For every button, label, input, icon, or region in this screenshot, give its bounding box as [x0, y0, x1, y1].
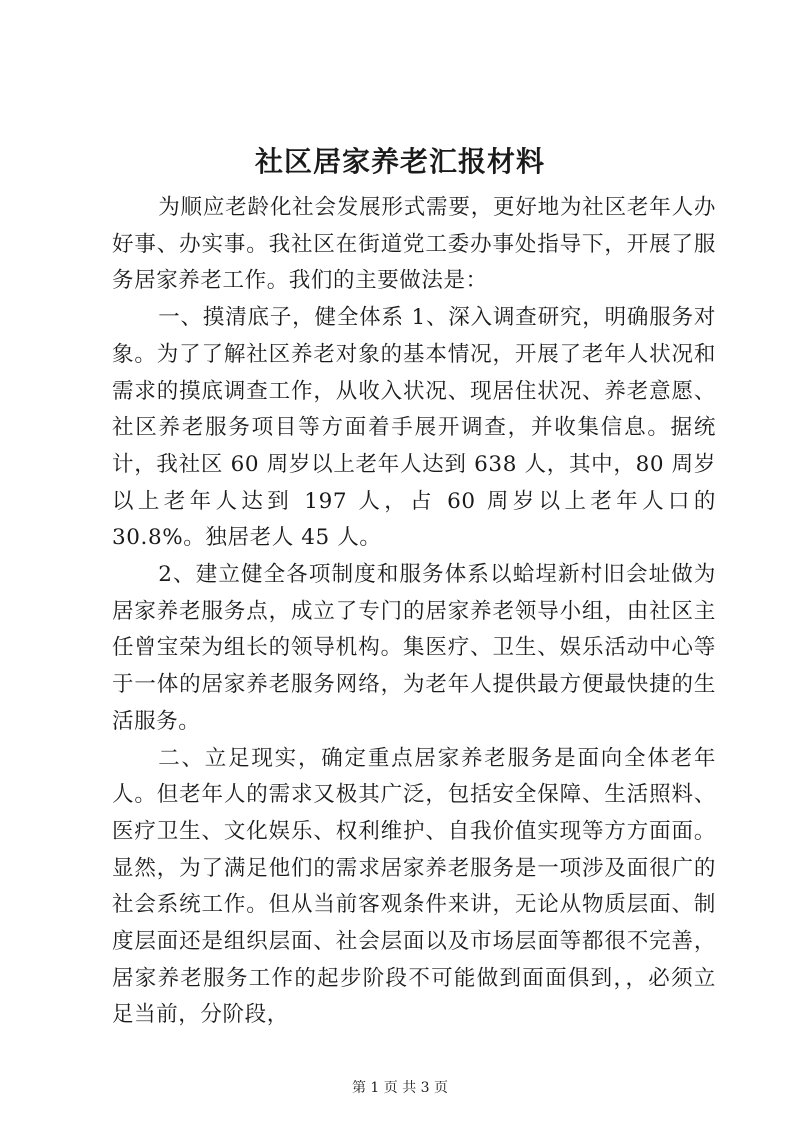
page-number-footer: 第 1 页 共 3 页: [351, 1080, 449, 1096]
paragraph-section-1-2: 2、建立健全各项制度和服务体系以蛤埕新村旧会址做为居家养老服务点，成立了专门的居家养老领导小组，由社区主任曾宝荣为组长的领导机构。集医疗、卫生、娱乐活动中心等于一体的居家养老服务网络，为老年人提供最方便最快捷的生活服务。: [112, 562, 716, 734]
document-body: [112, 190, 716, 1034]
paragraph-section-1: 一、摸清底子，健全体系 1、深入调查研究，明确服务对象。为了了解社区养老对象的基本情况，开展了老年人状况和需求的摸底调查工作，从收入状况、现居住状况、养老意愿、社区养老服务项目等方面着手展开调查，并收集信息。据统计，我社区 60 周岁以上老年人达到 638 人，其中，80 周岁以上老年人达到 197 人，占 60 周岁以上老年人口的 30.8%。独居老人 45 人。: [112, 305, 716, 551]
document-title: 社区居家养老汇报材料: [254, 145, 545, 178]
paragraph-section-2: 二、立足现实，确定重点居家养老服务是面向全体老年人。但老年人的需求又极其广泛，包括安全保障、生活照料、医疗卫生、文化娱乐、权利维护、自我价值实现等方方面面。显然，为了满足他们的需求居家养老服务是一项涉及面很广的社会系统工作。但从当前客观条件来讲，无论从物质层面、制度层面还是组织层面、社会层面以及市场层面等都很不完善，居家养老服务工作的起步阶段不可能做到面面俱到，，必须立足当前，分阶段，: [112, 745, 716, 1028]
paragraph-intro: 为顺应老龄化社会发展形式需要，更好地为社区老年人办好事、办实事。我社区在街道党工委办事处指导下，开展了服务居家养老工作。我们的主要做法是：: [112, 195, 716, 294]
